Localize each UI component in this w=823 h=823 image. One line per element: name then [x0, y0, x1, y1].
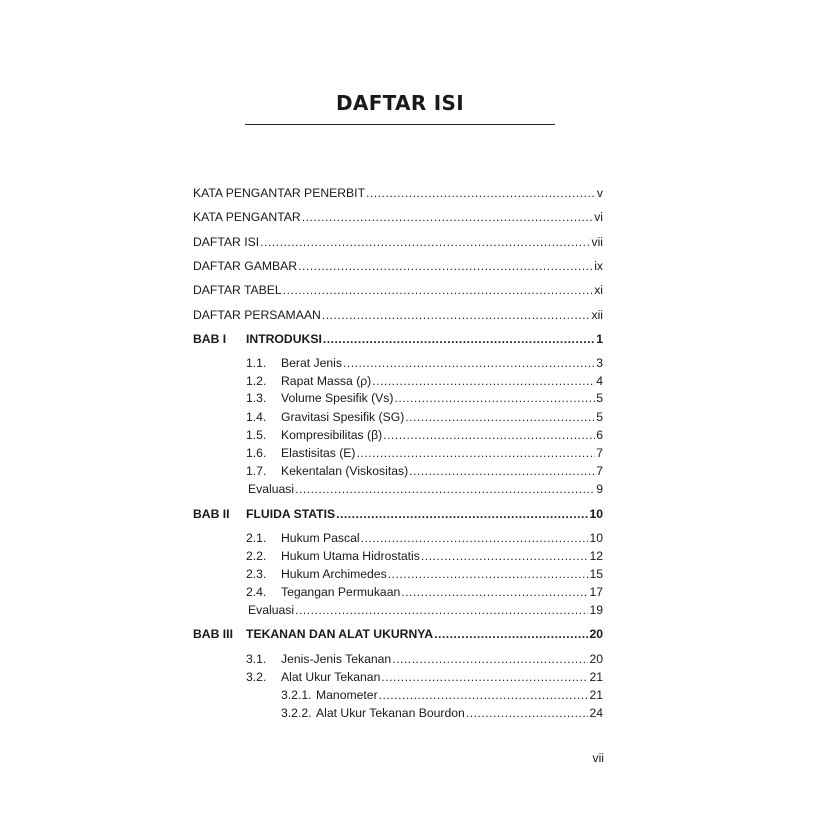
section-entry: 1.2. Rapat Massa (ρ) ..... 4	[246, 373, 603, 389]
section-entry: 2.3. Hukum Archimedes ..... 15	[246, 566, 603, 582]
toc-entry: KATA PENGANTAR ..... vi	[193, 209, 603, 225]
toc-entry: DAFTAR PERSAMAAN ..... xii	[193, 307, 603, 323]
chapter-number: BAB II	[193, 507, 230, 521]
toc-entry: DAFTAR GAMBAR ..... ix	[193, 258, 603, 274]
toc-entry: DAFTAR TABEL ..... xi	[193, 282, 603, 298]
section-entry: 3.1. Jenis-Jenis Tekanan ..... 20	[246, 651, 603, 667]
section-entry: 1.6. Elastisitas (E) ..... 7	[246, 445, 603, 461]
subsection-entry: 3.2.2. Alat Ukur Tekanan Bourdon ..... 24	[281, 705, 603, 721]
section-entry: 3.2. Alat Ukur Tekanan ..... 21	[246, 669, 603, 685]
section-entry: 2.2. Hukum Utama Hidrostatis ..... 12	[246, 548, 603, 564]
toc-entry: KATA PENGANTAR PENERBIT ..... v	[193, 185, 603, 201]
section-entry: 2.4. Tegangan Permukaan ..... 17	[246, 584, 603, 600]
chapter-entry: TEKANAN DAN ALAT UKURNYA ..... 20	[246, 626, 603, 642]
evaluasi-entry: Evaluasi ..... 19	[248, 602, 603, 618]
chapter-entry: INTRODUKSI ..... 1	[246, 331, 603, 347]
section-entry: 1.1. Berat Jenis ..... 3	[246, 355, 603, 371]
chapter-number: BAB III	[193, 627, 233, 641]
section-entry: 2.1. Hukum Pascal ..... 10	[246, 530, 603, 546]
page-title: DAFTAR ISI	[336, 91, 464, 115]
section-entry: 1.5. Kompresibilitas (β) ..... 6	[246, 427, 603, 443]
chapter-number: BAB I	[193, 332, 227, 346]
chapter-entry: FLUIDA STATIS ..... 10	[246, 506, 603, 522]
section-entry: 1.3. Volume Spesifik (Vs) ..... 5	[246, 390, 603, 406]
toc-entry: DAFTAR ISI ..... vii	[193, 234, 603, 250]
page-number: vii	[592, 751, 604, 765]
section-entry: 1.4. Gravitasi Spesifik (SG) ..... 5	[246, 409, 603, 425]
section-entry: 1.7. Kekentalan (Viskositas) ..... 7	[246, 463, 603, 479]
evaluasi-entry: Evaluasi ..... 9	[248, 481, 603, 497]
subsection-entry: 3.2.1. Manometer ..... 21	[281, 687, 603, 703]
